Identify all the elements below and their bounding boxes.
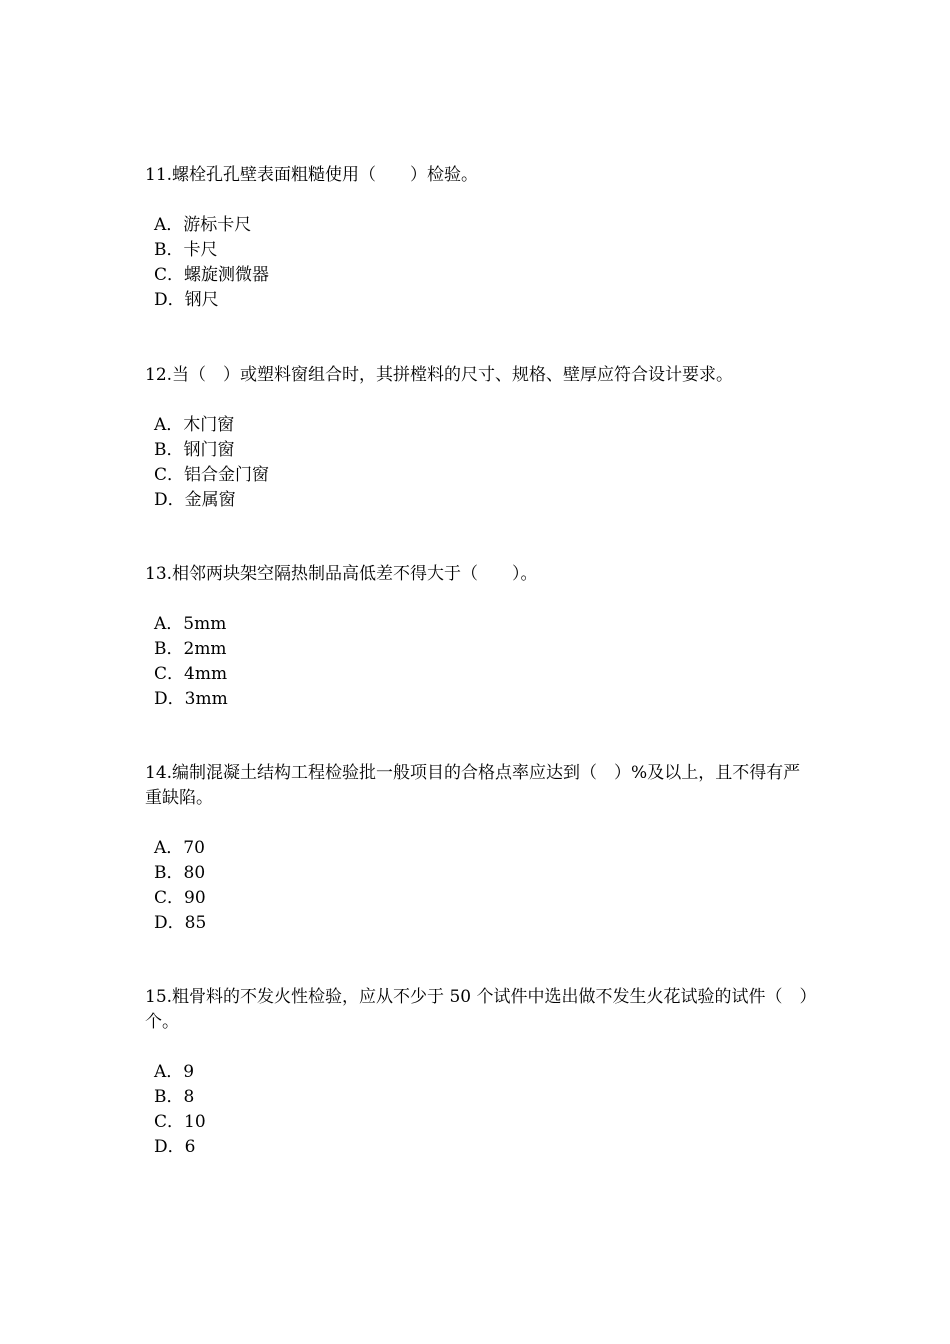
option-a <box>154 836 810 861</box>
option-c <box>154 662 810 687</box>
option-letter: D． <box>154 490 185 510</box>
question-15 <box>145 985 810 1160</box>
option-text: 螺旋测微器 <box>184 265 270 285</box>
option-list <box>145 836 810 936</box>
option-b <box>154 861 810 886</box>
question-stem: 13.相邻两块架空隔热制品高低差不得大于（ ）。 <box>145 564 538 584</box>
option-text: 90 <box>184 888 206 908</box>
question-stem: 14.编制混凝土结构工程检验批一般项目的合格点率应达到（ ）%及以上，且不得有严重缺陷。 <box>145 763 801 808</box>
option-letter: D． <box>154 290 185 310</box>
question-stem: 15.粗骨料的不发火性检验，应从不少于 50 个试件中选出做不发生火花试验的试件（ ）个。 <box>145 987 808 1032</box>
option-letter: B． <box>154 1087 184 1107</box>
option-b <box>154 438 810 463</box>
option-letter: A． <box>154 614 184 634</box>
option-b <box>154 1085 810 1110</box>
option-text: 85 <box>184 913 207 933</box>
option-text: 游标卡尺 <box>183 215 252 235</box>
option-text: 9 <box>183 1062 195 1082</box>
option-a <box>154 1060 810 1085</box>
option-letter: A． <box>154 215 184 235</box>
option-letter: C． <box>154 465 185 485</box>
option-text: 钢门窗 <box>183 440 235 460</box>
option-d <box>154 488 810 513</box>
question-stem: 12.当（ ）或塑料窗组合时，其拼樘料的尺寸、规格、壁厚应符合设计要求。 <box>145 365 734 385</box>
option-letter: B． <box>154 639 184 659</box>
question-14 <box>145 761 810 936</box>
option-text: 木门窗 <box>183 415 235 435</box>
option-letter: D． <box>154 689 185 709</box>
option-list <box>145 213 810 313</box>
option-a <box>154 413 810 438</box>
option-list <box>145 612 810 712</box>
option-text: 2mm <box>183 639 227 659</box>
option-letter: B． <box>154 240 184 260</box>
option-letter: C． <box>154 888 185 908</box>
option-text: 钢尺 <box>184 290 219 310</box>
option-d <box>154 911 810 936</box>
question-12 <box>145 363 810 513</box>
option-letter: D． <box>154 1137 185 1157</box>
option-list <box>145 413 810 513</box>
option-letter: B． <box>154 863 184 883</box>
option-letter: C． <box>154 664 185 684</box>
option-c <box>154 1110 810 1135</box>
option-letter: A． <box>154 1062 184 1082</box>
option-a <box>154 612 810 637</box>
option-text: 80 <box>183 863 206 883</box>
option-list <box>145 1060 810 1160</box>
option-text: 5mm <box>183 614 227 634</box>
option-letter: C． <box>154 1112 185 1132</box>
option-text: 4mm <box>184 664 228 684</box>
option-text: 10 <box>184 1112 206 1132</box>
option-letter: A． <box>154 838 184 858</box>
option-a <box>154 213 810 238</box>
option-text: 3mm <box>184 689 228 709</box>
option-text: 铝合金门窗 <box>184 465 270 485</box>
option-text: 金属窗 <box>184 490 236 510</box>
option-text: 6 <box>184 1137 196 1157</box>
option-letter: D． <box>154 913 185 933</box>
option-letter: C． <box>154 265 185 285</box>
option-text: 70 <box>183 838 205 858</box>
option-text: 卡尺 <box>183 240 218 260</box>
question-11 <box>145 163 810 313</box>
option-d <box>154 288 810 313</box>
question-13 <box>145 562 810 712</box>
option-c <box>154 463 810 488</box>
option-c <box>154 263 810 288</box>
option-b <box>154 637 810 662</box>
option-letter: B． <box>154 440 184 460</box>
option-b <box>154 238 810 263</box>
question-stem: 11.螺栓孔孔壁表面粗糙使用（ ）检验。 <box>145 165 479 185</box>
option-c <box>154 886 810 911</box>
option-d <box>154 1135 810 1160</box>
option-text: 8 <box>183 1087 195 1107</box>
option-letter: A． <box>154 415 184 435</box>
option-d <box>154 687 810 712</box>
